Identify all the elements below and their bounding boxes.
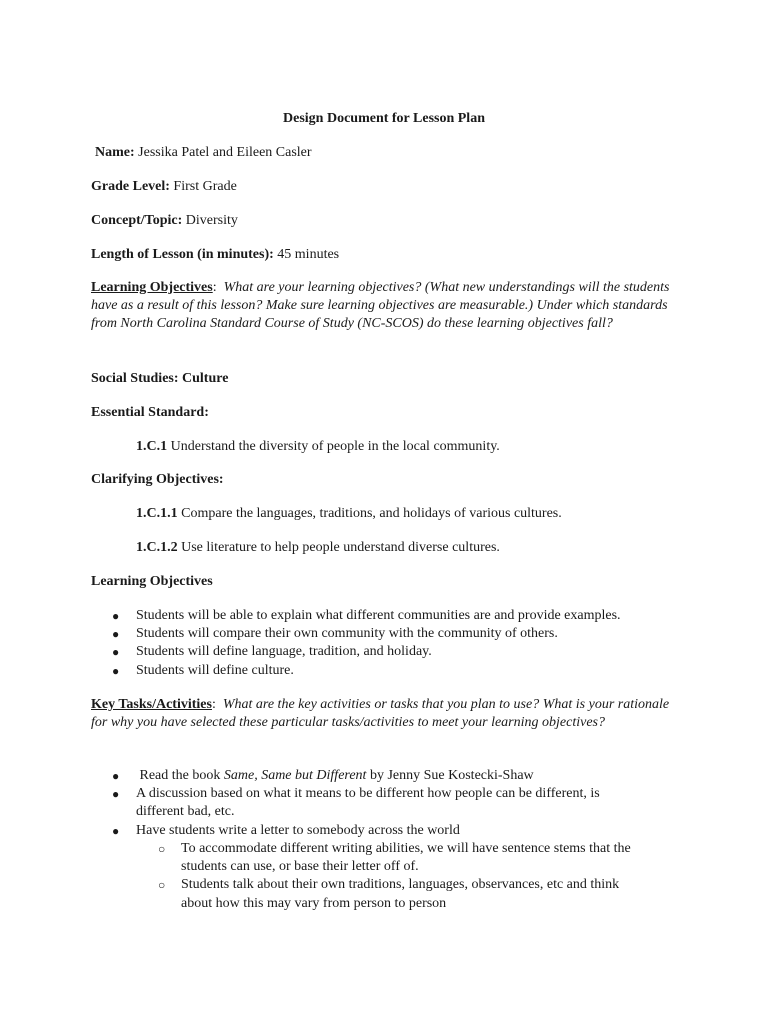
clarifying-objective-2 — [136, 539, 500, 557]
learning-objectives-heading: Learning Objectives — [91, 280, 213, 295]
sub-bullet-icon: ○ — [158, 878, 166, 892]
subtask-item-line2: students can use, or base their letter off of. — [181, 859, 419, 874]
subtask-item-line1: Students talk about their own traditions, languages, observances, etc and think — [181, 877, 620, 892]
length-value: 45 minutes — [273, 247, 340, 262]
learning-objectives-list-heading: Learning Objectives — [91, 574, 213, 589]
bullet-icon: ● — [112, 645, 120, 659]
essential-standard-item — [136, 438, 500, 456]
concept-topic-line — [91, 212, 238, 230]
key-tasks-colon: : — [211, 697, 216, 712]
bullet-icon: ● — [112, 824, 120, 838]
grade-level-line — [91, 178, 237, 196]
task-item-letter: Have students write a letter to somebody across the world — [136, 823, 460, 838]
document-title: Design Document for Lesson Plan — [283, 111, 485, 126]
objective-code: 1.C.1.1 — [136, 506, 178, 521]
task-item-discussion-line1: A discussion based on what it means to be different how people can be different, is — [136, 786, 600, 801]
task-item-discussion-line2: different bad, etc. — [136, 804, 235, 819]
task-text: Read the book — [136, 768, 224, 783]
objective-item: Students will be able to explain what different communities are and provide examples. — [136, 608, 621, 623]
grade-label: Grade Level: — [91, 179, 170, 194]
subtask-item-line1: To accommodate different writing abilities, we will have sentence stems that the — [181, 841, 631, 856]
name-value: Jessika Patel and Eileen Casler — [134, 145, 312, 160]
subtask-item-line2: about how this may vary from person to person — [181, 896, 447, 911]
book-title: Same, Same but Different — [223, 768, 367, 783]
clarifying-objective-1 — [136, 505, 562, 523]
objective-text: Use literature to help people understand diverse cultures. — [177, 540, 500, 555]
objective-text: Compare the languages, traditions, and holidays of various cultures. — [177, 506, 562, 521]
bullet-icon: ● — [112, 609, 120, 623]
learning-objectives-prompt — [91, 279, 671, 333]
bullet-icon: ● — [112, 664, 120, 678]
clarifying-objectives-heading: Clarifying Objectives: — [91, 472, 224, 487]
bullet-icon: ● — [112, 769, 120, 783]
length-label: Length of Lesson (in minutes): — [91, 247, 274, 262]
social-studies-heading: Social Studies: Culture — [91, 371, 229, 386]
concept-value: Diversity — [182, 213, 238, 228]
task-item-read-book — [136, 767, 534, 785]
objective-item: Students will compare their own community with the community of others. — [136, 626, 558, 641]
lesson-length-line — [91, 246, 339, 264]
name-line — [95, 144, 312, 162]
objective-code: 1.C.1.2 — [136, 540, 178, 555]
grade-value: First Grade — [169, 179, 237, 194]
learning-objectives-colon: : — [212, 280, 217, 295]
key-tasks-heading: Key Tasks/Activities — [91, 697, 212, 712]
essential-standard-heading: Essential Standard: — [91, 405, 209, 420]
bullet-icon: ● — [112, 627, 120, 641]
standard-text: Understand the diversity of people in the local community. — [167, 439, 500, 454]
bullet-icon: ● — [112, 787, 120, 801]
task-text: by Jenny Sue Kostecki-Shaw — [366, 768, 534, 783]
objective-item: Students will define language, tradition, and holiday. — [136, 644, 432, 659]
standard-code: 1.C.1 — [136, 439, 168, 454]
name-label: Name: — [95, 145, 135, 160]
key-tasks-prompt — [91, 696, 671, 732]
concept-label: Concept/Topic: — [91, 213, 183, 228]
objective-item: Students will define culture. — [136, 663, 294, 678]
key-tasks-question: What are the key activities or tasks that you plan to use? What is your rationale for why you have selected these particular tasks/activities to meet your learning objectives? — [91, 697, 673, 730]
learning-objectives-question: What are your learning objectives? (What new understandings will the students have as a result of this lesson? Make sure learning objectives are measurable.) Under which standards from North Carolina Standard Course of Study (NC-SCOS) do these learning objectives fall? — [91, 280, 673, 331]
sub-bullet-icon: ○ — [158, 842, 166, 856]
